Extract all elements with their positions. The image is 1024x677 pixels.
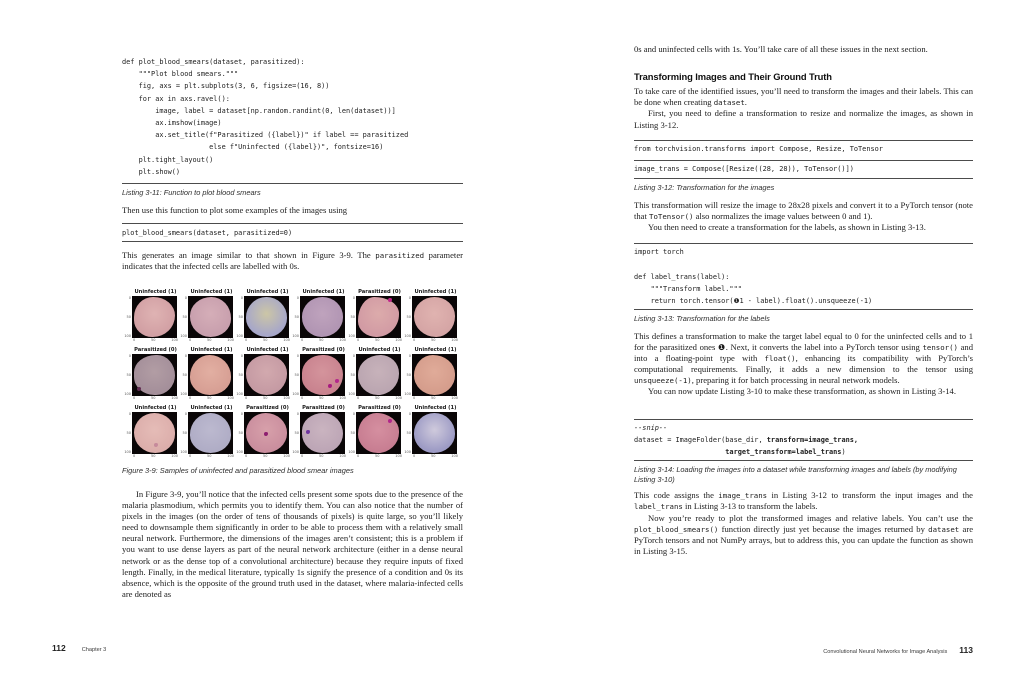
code-bottom-rule — [634, 178, 973, 179]
subplot-title: Uninfected (1) — [190, 289, 233, 296]
figure-subplot — [180, 347, 236, 401]
cell-blob — [358, 413, 399, 452]
blood-smear-image — [244, 412, 289, 454]
listing-3-12-caption: Listing 3-12: Transformation for the images — [634, 183, 775, 193]
y-axis-ticks: 0 50 100 — [124, 296, 131, 339]
listing-3-13-caption: Listing 3-13: Transformation for the labels — [634, 314, 770, 324]
blood-smear-image — [300, 412, 345, 454]
figure-subplot — [404, 347, 460, 401]
code-listing-3-11: def plot_blood_smears(dataset, parasitized): """Plot blood smears.""" fig, axs = plt.subplots(3, 6, figsize=(16, 8)) for ax in axs.ravel(): image, label = dataset[np.random.randint(0, len(dataset))] ax.imshow(image) ax.set_title(f"Parasitized ({label})" if label == parasitized else f"Uninfected ({label})", fontsize=16) plt.tight_layout() plt.show() — [122, 58, 409, 176]
blood-smear-image — [188, 296, 233, 338]
left-page-footer — [52, 638, 106, 656]
subplot-title: Parasitized (0) — [302, 405, 345, 412]
figure-subplot — [124, 347, 180, 401]
subplot-title: Uninfected (1) — [302, 289, 345, 296]
blood-smear-image — [300, 354, 345, 396]
x-axis-ticks: 0 50 100 — [189, 338, 234, 343]
figure-subplot — [348, 289, 404, 343]
listing-3-11-caption: Listing 3-11: Function to plot blood smears — [122, 188, 261, 198]
blood-smear-image — [356, 412, 401, 454]
subplot-title: Uninfected (1) — [414, 289, 457, 296]
code-listing-3-14: --snip-- dataset = ImageFolder(base_dir, transform=image_trans, target_transform=label_trans) — [634, 423, 859, 457]
blood-smear-image — [356, 296, 401, 338]
blood-smear-image — [356, 354, 401, 396]
blood-smear-image — [188, 412, 233, 454]
listing-bottom-rule — [634, 460, 973, 461]
cell-blob — [302, 355, 343, 394]
code-image-trans: image_trans = Compose([Resize((28, 28)), ToTensor()]) — [634, 164, 854, 173]
blood-smear-image — [300, 296, 345, 338]
x-axis-ticks: 0 50 100 — [357, 338, 402, 343]
paragraph-generates: This generates an image similar to that shown in Figure 3-9. The parasitized parameter indicates that the infected cells are labelled with 0s. — [122, 249, 463, 272]
x-axis-ticks: 0 50 100 — [189, 396, 234, 401]
figure-subplot — [292, 405, 348, 459]
x-axis-ticks: 0 50 100 — [133, 396, 178, 401]
figure-subplot — [348, 347, 404, 401]
page-number: 112 — [52, 643, 66, 653]
code-import-torchvision: from torchvision.transforms import Compose, Resize, ToTensor — [634, 144, 883, 153]
figure-subplot — [404, 405, 460, 459]
y-axis-ticks: 0 50 100 — [236, 296, 243, 339]
y-axis-ticks: 0 50 100 — [180, 296, 187, 339]
cell-blob — [134, 413, 175, 452]
subplot-title: Uninfected (1) — [246, 347, 289, 354]
blood-smear-image — [132, 296, 177, 338]
chapter-label: Chapter 3 — [81, 647, 107, 653]
subplot-title: Parasitized (0) — [358, 405, 401, 412]
cell-blob — [414, 355, 455, 394]
y-axis-ticks: 0 50 100 — [236, 412, 243, 455]
blood-smear-image — [412, 354, 457, 396]
cell-blob — [414, 297, 455, 336]
y-axis-ticks: 0 50 100 — [236, 354, 243, 397]
x-axis-ticks: 0 50 100 — [413, 454, 458, 459]
y-axis-ticks: 0 50 100 — [292, 354, 299, 397]
x-axis-ticks: 0 50 100 — [357, 396, 402, 401]
subplot-title: Parasitized (0) — [134, 347, 177, 354]
x-axis-ticks: 0 50 100 — [245, 338, 290, 343]
cell-blob — [358, 355, 399, 394]
listing-top-rule — [634, 243, 973, 244]
right-page-column — [634, 44, 973, 557]
x-axis-ticks: 0 50 100 — [245, 454, 290, 459]
parasite-spot — [154, 443, 158, 447]
subplot-title: Uninfected (1) — [246, 289, 289, 296]
figure-3-9-caption: Figure 3-9: Samples of uninfected and parasitized blood smear images — [122, 466, 354, 476]
subplot-title: Parasitized (0) — [246, 405, 289, 412]
listing-3-14-caption: Listing 3-14: Loading the images into a dataset while transforming images and labels (by modifying Listing 3-10) — [634, 465, 957, 484]
code-bottom-rule — [122, 241, 463, 242]
code-plot-call: plot_blood_smears(dataset, parasitized=0) — [122, 228, 293, 237]
code-mid-rule — [634, 160, 973, 161]
cell-blob — [190, 297, 231, 336]
subplot-title: Uninfected (1) — [358, 347, 401, 354]
y-axis-ticks: 0 50 100 — [348, 296, 355, 339]
paragraph-transform: To take care of the identified issues, you’ll need to transform the images and their labels. This can be done when creating dataset. — [634, 86, 973, 108]
listing-bottom-rule — [122, 183, 463, 184]
left-page-column — [122, 56, 463, 600]
subplot-title: Uninfected (1) — [190, 347, 233, 354]
paragraph-ready: Now you’re ready to plot the transformed images and relative labels. You can’t use the plot_blood_smears() function directly just yet because the images returned by dataset are PyTorch tensors and not NumPy arrays, but to address this, you can update the function as shown in Listing 3-15. — [634, 512, 974, 556]
y-axis-ticks: 0 50 100 — [180, 354, 187, 397]
figure-subplot — [348, 405, 404, 459]
listing-top-rule — [634, 419, 973, 420]
figure-subplot — [180, 289, 236, 343]
paragraph-assigns: This code assigns the image_trans in Listing 3-12 to transform the input images and the label_trans in Listing 3-13 to transform the labels. — [634, 490, 973, 512]
y-axis-ticks: 0 50 100 — [404, 412, 411, 455]
figure-subplot — [292, 347, 348, 401]
paragraph-defines: This defines a transformation to make the target label equal to 0 for the uninfected cells and to 1 for the parasitized ones ❶. Next, it converts the label into a PyTorch tensor using tensor() and into a floating-point type with float(), enhancing its compatibility with PyTorch’s computational requirements. Finally, it adds a new dimension to the tensor using unsqueeze(-1), preparing it for batch processing in neural network models. — [634, 330, 973, 386]
x-axis-ticks: 0 50 100 — [413, 396, 458, 401]
figure-subplot — [236, 405, 292, 459]
subplot-title: Parasitized (0) — [358, 289, 401, 296]
blood-smear-image — [412, 296, 457, 338]
subplot-title: Uninfected (1) — [190, 405, 233, 412]
x-axis-ticks: 0 50 100 — [413, 338, 458, 343]
listing-bottom-rule — [634, 309, 973, 310]
cell-blob — [414, 413, 455, 452]
y-axis-ticks: 0 50 100 — [348, 354, 355, 397]
figure-subplot — [404, 289, 460, 343]
book-title-label: Convolutional Neural Networks for Image Analysis — [823, 649, 948, 655]
blood-smear-image — [132, 354, 177, 396]
subplot-title: Uninfected (1) — [414, 405, 457, 412]
blood-smear-image — [188, 354, 233, 396]
cell-blob — [246, 355, 287, 394]
figure-subplot — [292, 289, 348, 343]
subplot-title: Uninfected (1) — [134, 289, 177, 296]
x-axis-ticks: 0 50 100 — [357, 454, 402, 459]
code-top-rule — [122, 223, 463, 224]
y-axis-ticks: 0 50 100 — [404, 354, 411, 397]
paragraph-then-use: Then use this function to plot some examples of the images using — [122, 204, 348, 215]
cell-blob — [246, 297, 287, 336]
cell-blob — [190, 355, 231, 394]
parasite-spot — [388, 419, 392, 423]
figure-grid — [124, 289, 463, 459]
x-axis-ticks: 0 50 100 — [189, 454, 234, 459]
subplot-title: Uninfected (1) — [414, 347, 457, 354]
x-axis-ticks: 0 50 100 — [301, 338, 346, 343]
figure-subplot — [236, 347, 292, 401]
figure-subplot — [124, 289, 180, 343]
right-page-footer — [823, 640, 973, 658]
figure-subplot — [124, 405, 180, 459]
x-axis-ticks: 0 50 100 — [301, 454, 346, 459]
figure-subplot — [236, 289, 292, 343]
paragraph-first: First, you need to define a transformation to resize and normalize the images, as shown in Listing 3-12. — [634, 108, 973, 130]
x-axis-ticks: 0 50 100 — [245, 396, 290, 401]
code-top-rule — [634, 140, 973, 141]
paragraph-main: In Figure 3-9, you’ll notice that the infected cells present some spots due to the presence of the malaria plasmodium, which permits you to identify them. You can also notice that the number of pixels in the images (on the order of tens of thousands of pixels) is quite large, so you’ll likely need to downsample them significantly in order to be able to process them with a relatively small neural network. Furthermore, the dimensions of the images aren’t consistent; this is a problem if you want to use dense layers as part of the neural network architecture (either in a dense neural network or as the dense top of a convolutional architecture) because they require inputs of fixed length. Finally, in the medical literature, typically 1s signify the presence of a condition and 0s its absence, which is the opposite of the ground truth used in the dataset, where malaria-infected cells are denoted as — [122, 488, 463, 600]
y-axis-ticks: 0 50 100 — [292, 412, 299, 455]
y-axis-ticks: 0 50 100 — [348, 412, 355, 455]
y-axis-ticks: 0 50 100 — [124, 412, 131, 455]
x-axis-ticks: 0 50 100 — [133, 454, 178, 459]
blood-smear-image — [412, 412, 457, 454]
y-axis-ticks: 0 50 100 — [292, 296, 299, 339]
page-number: 113 — [959, 645, 973, 655]
y-axis-ticks: 0 50 100 — [124, 354, 131, 397]
cell-blob — [358, 297, 399, 336]
paragraph-labels: You then need to create a transformation for the labels, as shown in Listing 3-13. — [648, 222, 926, 232]
section-heading: Transforming Images and Their Ground Truth — [634, 71, 832, 83]
blood-smear-image — [244, 296, 289, 338]
subplot-title: Parasitized (0) — [302, 347, 345, 354]
figure-subplot — [180, 405, 236, 459]
subplot-title: Uninfected (1) — [134, 405, 177, 412]
paragraph-continued: 0s and uninfected cells with 1s. You’ll take care of all these issues in the next section. — [634, 44, 928, 54]
cell-blob — [190, 413, 231, 452]
paragraph-update: You can now update Listing 3-10 to make these transformation, as shown in Listing 3-14. — [648, 386, 956, 397]
blood-smear-image — [132, 412, 177, 454]
blood-smear-image — [244, 354, 289, 396]
cell-blob — [302, 297, 343, 336]
paragraph-resize: This transformation will resize the image to 28x28 pixels and convert it to a PyTorch tensor (note that ToTensor() also normalizes the image values between 0 and 1). — [634, 199, 973, 221]
cell-blob — [134, 297, 175, 336]
y-axis-ticks: 0 50 100 — [404, 296, 411, 339]
x-axis-ticks: 0 50 100 — [301, 396, 346, 401]
x-axis-ticks: 0 50 100 — [133, 338, 178, 343]
code-listing-3-13: import torch def label_trans(label): """Transform label.""" return torch.tensor(❶1 - label).float().unsqueeze(-1) — [634, 248, 873, 305]
y-axis-ticks: 0 50 100 — [180, 412, 187, 455]
